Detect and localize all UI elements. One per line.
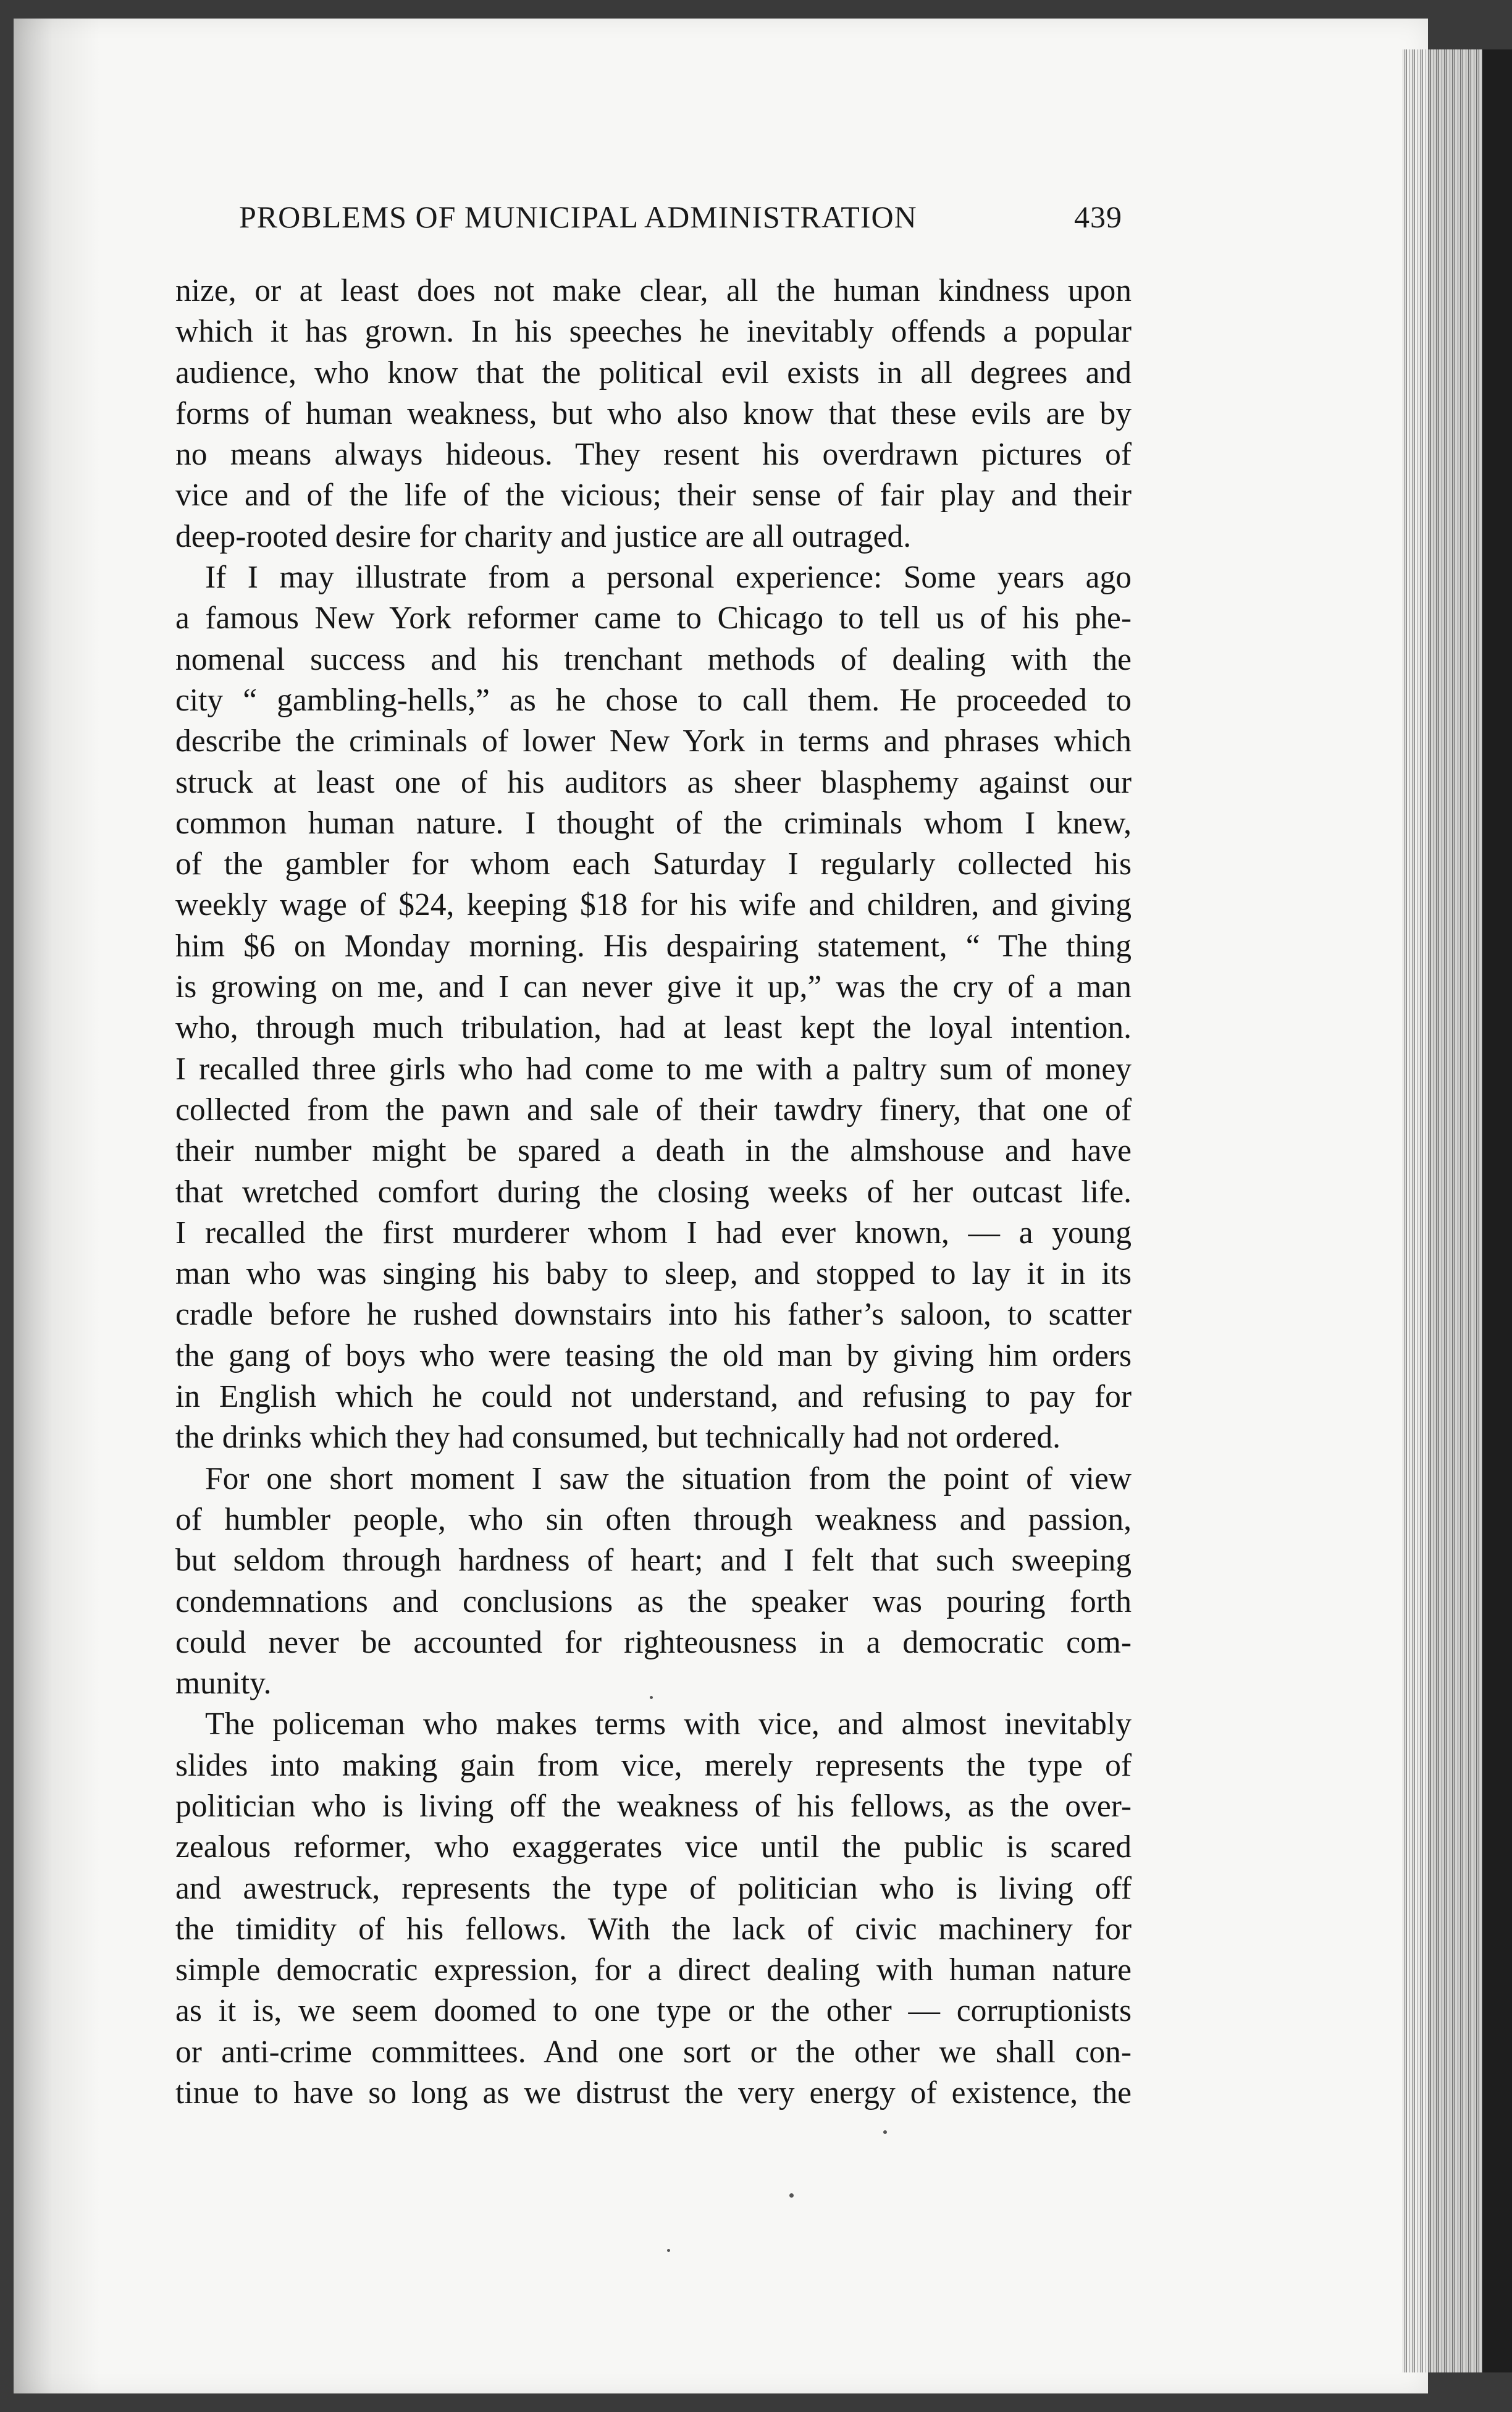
text-line: zealous reformer, who exaggerates vice until the public is scared: [175, 1829, 1132, 1865]
text-line: the drinks which they had consumed, but technically had not ordered.: [175, 1420, 1061, 1456]
text-line: the timidity of his fellows. With the lack of civic machinery for: [175, 1911, 1132, 1947]
text-line: describe the criminals of lower New York in terms and phrases which: [175, 723, 1132, 759]
text-line: of humbler people, who sin often through weakness and passion,: [175, 1501, 1132, 1537]
text-line: I recalled the first murderer whom I had ever known, — a young: [175, 1215, 1132, 1250]
text-line: struck at least one of his auditors as sheer blasphemy against our: [175, 764, 1132, 800]
text-line: of the gambler for whom each Saturday I regularly collected his: [175, 846, 1132, 882]
text-line: munity.: [175, 1666, 272, 1701]
text-line: but seldom through hardness of heart; and I felt that such sweeping: [175, 1543, 1132, 1579]
text-line: condemnations and conclusions as the speaker was pouring forth: [175, 1583, 1132, 1619]
body-text: [175, 271, 1132, 2114]
text-line: For one short moment I saw the situation from the point of view: [205, 1461, 1132, 1496]
text-line: is growing on me, and I can never give it up,” was the cry of a man: [175, 969, 1132, 1005]
text-line: which it has grown. In his speeches he inevitably offends a popular: [175, 314, 1132, 350]
running-head: PROBLEMS OF MUNICIPAL ADMINISTRATION: [239, 200, 917, 234]
text-line: common human nature. I thought of the criminals whom I knew,: [175, 805, 1132, 841]
text-line: nize, or at least does not make clear, all the human kindness upon: [175, 273, 1132, 308]
text-line: tinue to have so long as we distrust the very energy of existence, the: [175, 2075, 1132, 2111]
text-line: slides into making gain from vice, merely represents the type of: [175, 1747, 1132, 1783]
text-line: in English which he could not understand, and refusing to pay for: [175, 1379, 1132, 1415]
text-line: I recalled three girls who had come to me with a paltry sum of money: [175, 1051, 1132, 1087]
text-line: him $6 on Monday morning. His despairing statement, “ The thing: [175, 928, 1132, 964]
book-page: [14, 19, 1428, 2393]
scan-speck: [789, 2193, 794, 2198]
text-line: as it is, we seem doomed to one type or the other — corruptionists: [175, 1993, 1132, 2029]
text-line: that wretched comfort during the closing weeks of her outcast life.: [175, 1174, 1132, 1210]
text-line: or anti-crime committees. And one sort or the other we shall con-: [175, 2034, 1132, 2070]
scan-speck: [650, 1696, 653, 1699]
text-line: The policeman who makes terms with vice, and almost inevitably: [205, 1706, 1132, 1742]
text-line: who, through much tribulation, had at least kept the loyal intention.: [175, 1010, 1132, 1046]
text-line: cradle before he rushed downstairs into his father’s saloon, to scatter: [175, 1297, 1132, 1333]
text-line: audience, who know that the political evil exists in all degrees and: [175, 355, 1132, 390]
text-line: collected from the pawn and sale of their tawdry finery, that one of: [175, 1092, 1132, 1128]
text-line: the gang of boys who were teasing the old man by giving him orders: [175, 1338, 1132, 1373]
text-line: city “ gambling-hells,” as he chose to call them. He proceeded to: [175, 682, 1132, 718]
text-line: deep-rooted desire for charity and justice are all outraged.: [175, 518, 912, 554]
text-line: nomenal success and his trenchant methods of dealing with the: [175, 641, 1132, 677]
text-line: and awestruck, represents the type of politician who is living off: [175, 1870, 1132, 1906]
scan-speck: [667, 2249, 670, 2252]
scan-speck: [883, 2130, 887, 2134]
page-number: 439: [1074, 200, 1122, 234]
text-line: vice and of the life of the vicious; their sense of fair play and their: [175, 478, 1132, 513]
text-line: simple democratic expression, for a direct dealing with human nature: [175, 1952, 1132, 1988]
text-line: their number might be spared a death in the almshouse and have: [175, 1133, 1132, 1169]
text-line: forms of human weakness, but who also know that these evils are by: [175, 395, 1132, 431]
page-gutter-shadow: [14, 19, 100, 2393]
text-line: If I may illustrate from a personal experience: Some years ago: [205, 560, 1132, 596]
page-header: [239, 199, 1122, 242]
text-line: a famous New York reformer came to Chicago to tell us of his phe-: [175, 601, 1132, 636]
text-line: weekly wage of $24, keeping $18 for his wife and children, and giving: [175, 887, 1132, 923]
text-line: man who was singing his baby to sleep, and stopped to lay it in its: [175, 1256, 1132, 1292]
scan-border-right: [1482, 49, 1512, 2372]
text-line: could never be accounted for righteousness in a democratic com-: [175, 1624, 1132, 1660]
text-line: no means always hideous. They resent his overdrawn pictures of: [175, 437, 1132, 473]
text-line: politician who is living off the weakness of his fellows, as the over-: [175, 1788, 1132, 1824]
